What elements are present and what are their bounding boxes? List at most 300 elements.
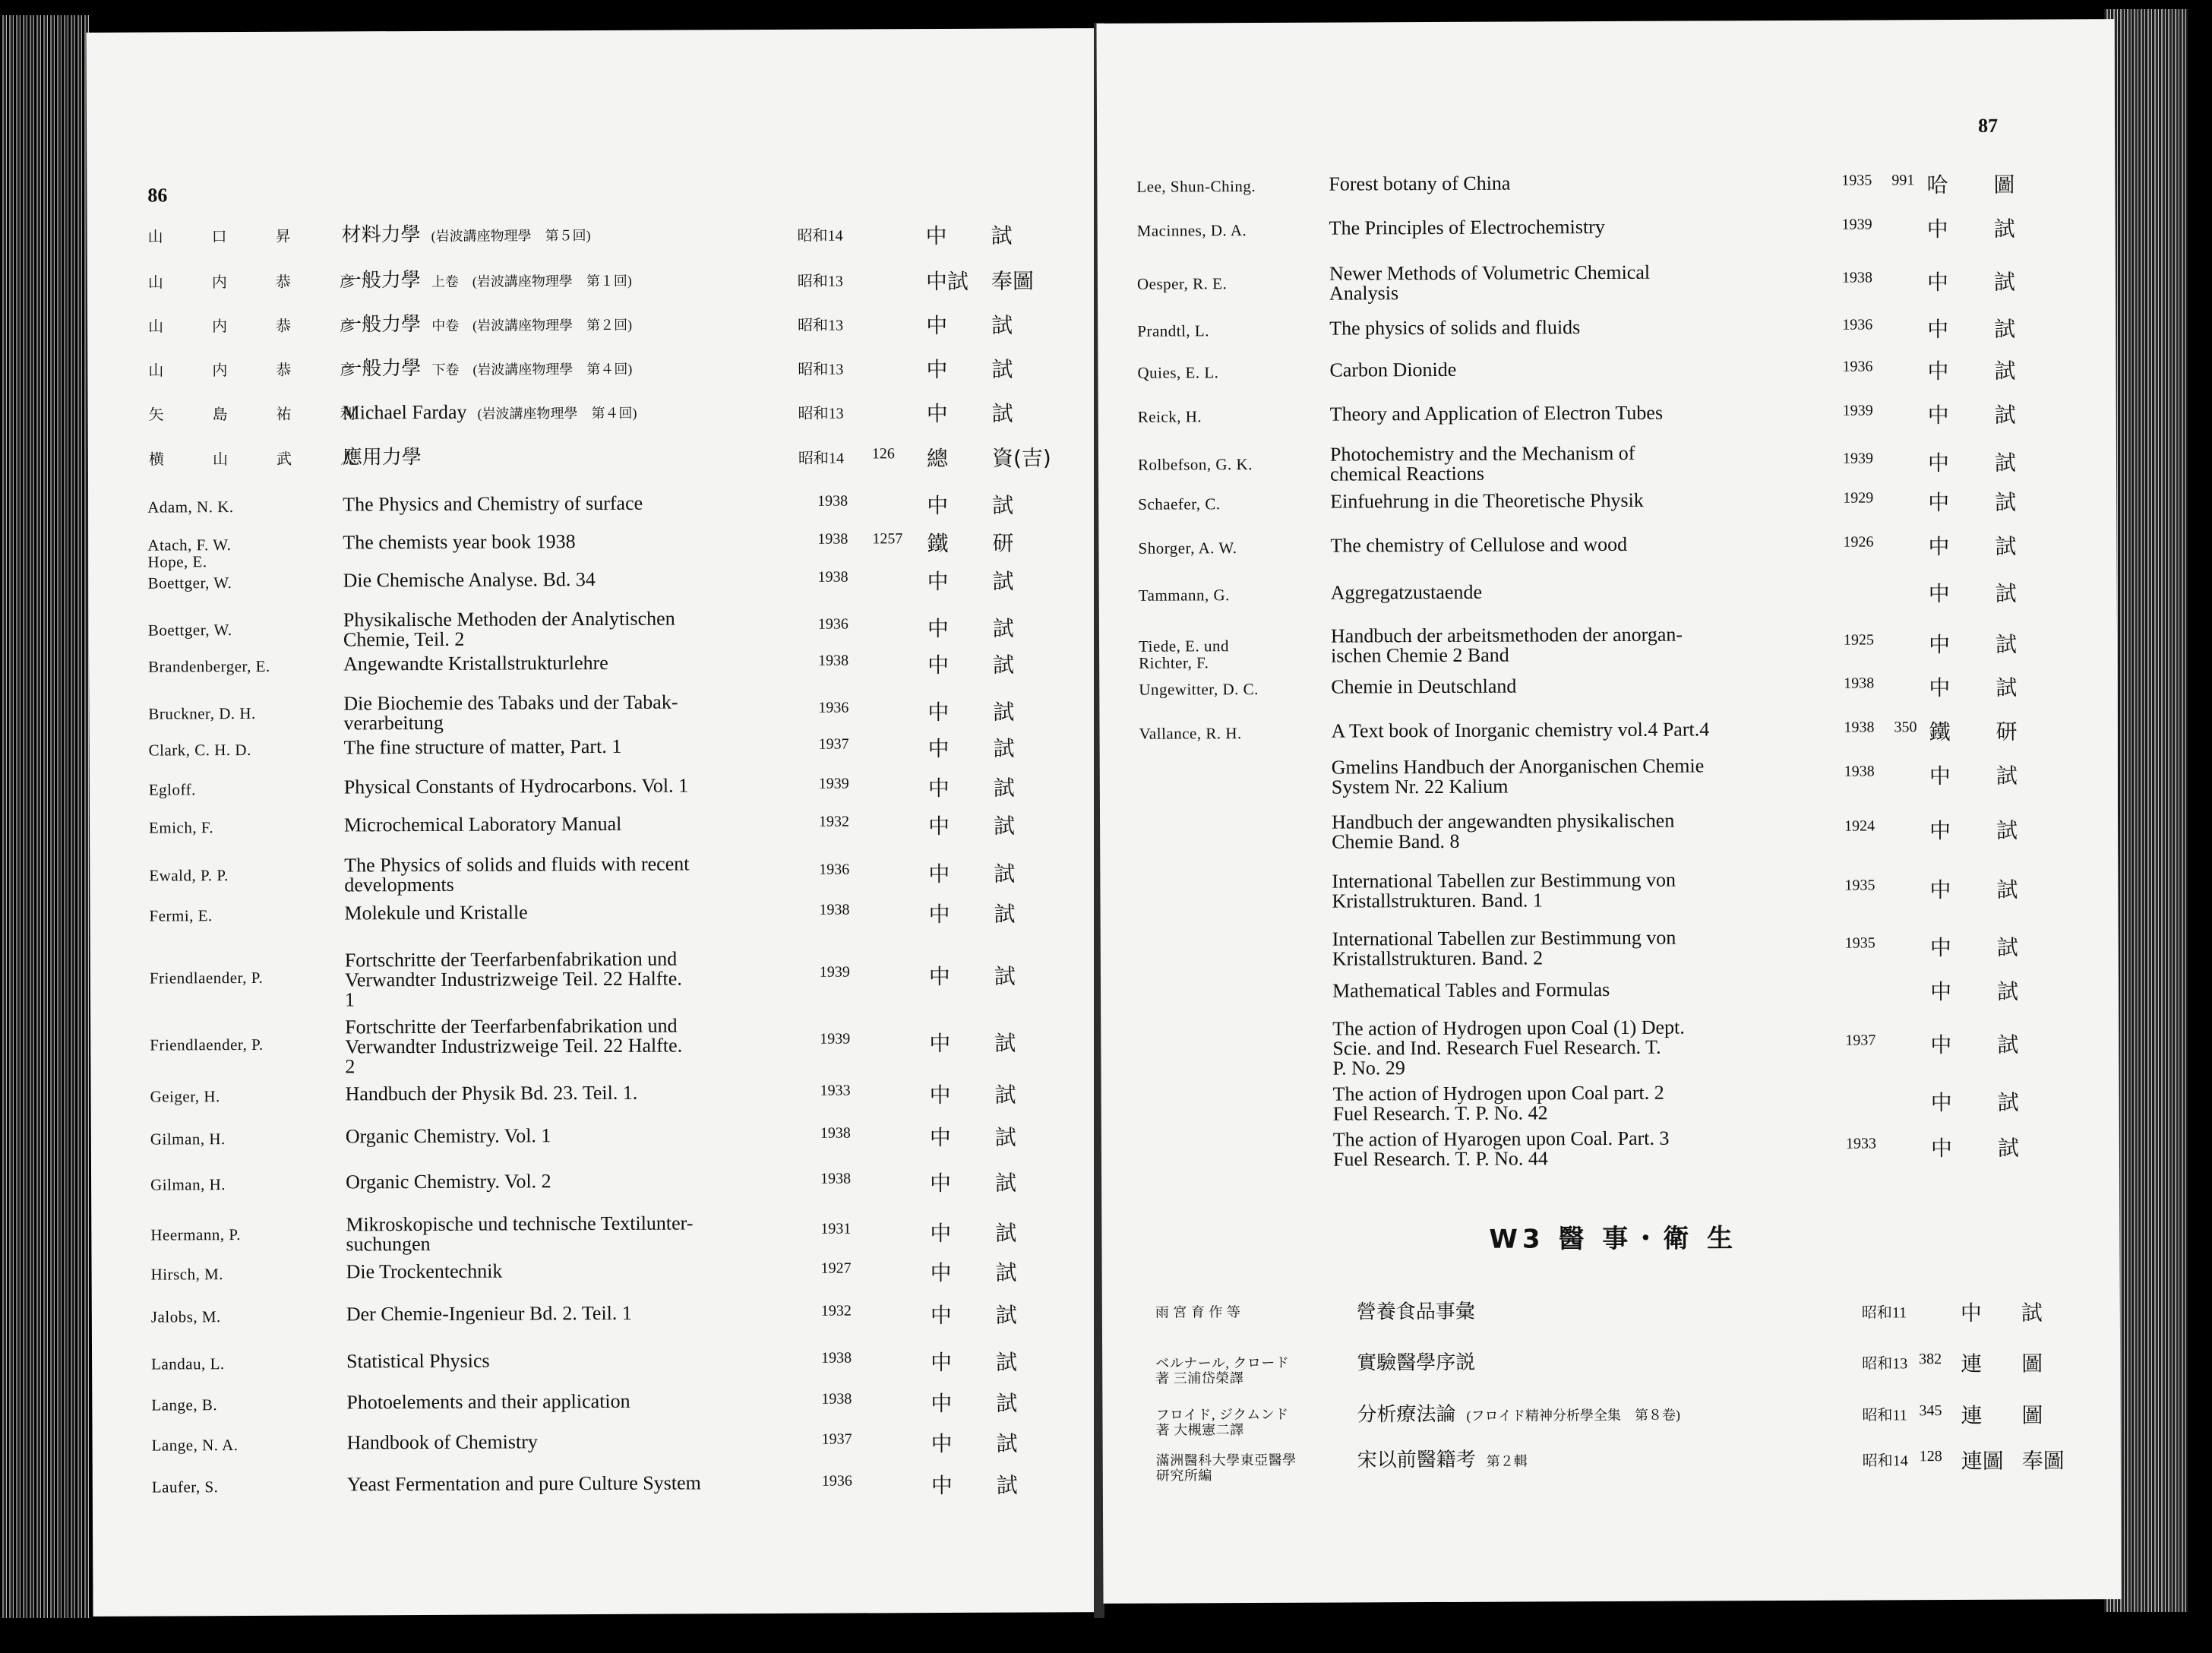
- book-entry: [90, 852, 1100, 896]
- entry-year: 昭和14: [797, 227, 843, 245]
- entry-library-code: 試: [1996, 934, 2018, 960]
- entry-title: Handbuch der angewandten physikalischen Chemie Band. 8: [1331, 809, 1675, 853]
- entry-note: (岩波講座物理學 第４回): [477, 405, 637, 422]
- entry-library: 中: [929, 1124, 951, 1151]
- entry-library: 中: [1929, 818, 1951, 844]
- entry-year: 1939: [820, 1030, 851, 1048]
- entry-author: Shorger, A. W.: [1138, 539, 1237, 558]
- book-entry: [89, 607, 1099, 651]
- entry-year: 1931: [820, 1220, 852, 1237]
- entry-library: 中: [931, 1390, 953, 1417]
- entry-library-code: 圖: [2021, 1402, 2043, 1428]
- entry-author: Schaefer, C.: [1138, 495, 1221, 514]
- book-entry: [88, 400, 1098, 427]
- entry-year: 昭和11: [1862, 1407, 1907, 1424]
- entry-author: Quies, E. L.: [1137, 363, 1219, 382]
- entry-title: Der Chemie-Ingenieur Bd. 2. Teil. 1: [346, 1301, 632, 1326]
- entry-author: Prandtl, L.: [1137, 321, 1210, 340]
- entry-library: 中: [927, 615, 949, 642]
- entry-number: 382: [1919, 1351, 1942, 1368]
- entry-library: 中: [1927, 317, 1949, 343]
- entry-library-code: 試: [1996, 763, 2018, 789]
- entry-note: (フロイド精神分析學全集 第８卷): [1466, 1407, 1680, 1424]
- book-entry: [1099, 580, 2117, 607]
- section-heading: W3 醫 事・衛 生: [1489, 1223, 1738, 1255]
- entry-title: A Text book of Inorganic chemistry vol.4 Part.4: [1331, 718, 1710, 742]
- entry-title: 一般力學 下卷 (岩波講座物理學 第４回): [342, 356, 633, 380]
- entry-library-code: 試: [1995, 533, 2017, 559]
- entry-library: 中: [928, 901, 950, 928]
- book-entry: [1097, 171, 2115, 198]
- entry-title: Mikroskopische und technische Textilunter- suchungen: [346, 1212, 694, 1256]
- entry-year: 1937: [1845, 1032, 1876, 1049]
- entry-library: 中: [930, 1302, 952, 1329]
- entry-year: 昭和13: [798, 405, 844, 422]
- entry-title: The Physics of solids and fluids with recent developments: [344, 852, 690, 896]
- entry-library-code: 試: [2021, 1300, 2043, 1326]
- entry-library-code: 試: [993, 775, 1015, 801]
- entry-author: 山 口 昇: [147, 228, 308, 246]
- entry-title: Theory and Application of Electron Tubes: [1329, 401, 1664, 425]
- entry-library-code: 試: [992, 492, 1014, 518]
- book-entry: [1098, 441, 2116, 485]
- entry-year: 1925: [1843, 631, 1875, 649]
- entry-library: 中: [931, 1430, 953, 1457]
- entry-library-code: 試: [992, 615, 1014, 641]
- entry-library: 中: [1930, 1032, 1952, 1058]
- entry-library: 中: [1930, 1136, 1953, 1162]
- entry-title: Carbon Dionide: [1329, 358, 1457, 381]
- book-entry: [1101, 926, 2119, 970]
- entry-library: 中: [925, 223, 947, 249]
- entry-library: 中: [927, 775, 950, 801]
- entry-title: Statistical Physics: [346, 1349, 490, 1373]
- entry-year: 1936: [1842, 358, 1873, 375]
- entry-year: 1933: [820, 1082, 851, 1099]
- entry-library-code: 資(吉): [991, 445, 1051, 471]
- entry-library-code: 試: [1996, 877, 2018, 902]
- entry-author: Adam, N. K.: [147, 498, 234, 517]
- entry-year: 1932: [818, 813, 850, 830]
- book-entry: [87, 267, 1098, 295]
- entry-title: Gmelins Handbuch der Anorganischen Chemie System Nr. 22 Kalium: [1331, 754, 1705, 798]
- entry-library-code: 圖: [2021, 1351, 2043, 1376]
- entry-author: 矢 島 祐 利: [148, 406, 372, 424]
- entry-note: 上卷 (岩波講座物理學 第１回): [431, 273, 632, 289]
- book-entry: [87, 222, 1098, 249]
- entry-library-code: 試: [1993, 269, 2016, 295]
- entry-library-code: 試: [994, 861, 1016, 887]
- entry-library: 中: [927, 652, 950, 678]
- entry-library-code: 試: [1996, 675, 2018, 700]
- entry-title: The chemists year book 1938: [343, 530, 576, 554]
- entry-author: Egloff.: [148, 780, 196, 799]
- entry-library-code: 試: [993, 699, 1015, 725]
- entry-title: Mathematical Tables and Formulas: [1332, 978, 1610, 1002]
- entry-year: 1936: [817, 615, 848, 633]
- entry-library: 連: [1961, 1351, 1983, 1376]
- entry-year: 1924: [1844, 817, 1875, 835]
- entry-year: 1936: [818, 699, 849, 716]
- entry-author: Ungewitter, D. C.: [1139, 680, 1259, 699]
- entry-library-code: 試: [996, 1390, 1018, 1416]
- book-entry: [1102, 1350, 2120, 1386]
- entry-library-code: 試: [991, 223, 1013, 248]
- book-entry: [1100, 809, 2118, 853]
- entry-year: 1939: [818, 775, 849, 792]
- book-entry: [1102, 1299, 2120, 1326]
- book-entry: [1098, 261, 2116, 305]
- entry-title: Yeast Fermentation and pure Culture System: [346, 1471, 701, 1496]
- entry-library: 連圖: [1961, 1448, 2004, 1474]
- entry-library: 中: [1929, 935, 1951, 961]
- entry-library-code: 試: [995, 1220, 1017, 1246]
- entry-library-code: 研: [1996, 719, 2018, 744]
- book-entry: [1098, 357, 2116, 384]
- entry-title: The Principles of Electrochemistry: [1329, 216, 1605, 239]
- entry-library-code: 試: [1997, 1089, 2019, 1115]
- entry-library: 中: [926, 356, 948, 383]
- entry-year: 1937: [821, 1430, 852, 1448]
- entry-title: 宋以前醫籍考 第２輯: [1357, 1448, 1528, 1471]
- entry-library-code: 試: [994, 963, 1016, 989]
- entry-library-code: 試: [995, 1170, 1017, 1196]
- entry-library: 中: [1929, 877, 1951, 903]
- page-number-right: 87: [1978, 114, 1999, 137]
- entry-year: 1935: [1844, 934, 1875, 952]
- entry-library-code: 試: [1997, 1135, 2020, 1161]
- entry-author: Gilman, H.: [150, 1175, 226, 1194]
- entry-title: Chemie in Deutschland: [1331, 675, 1517, 698]
- entry-year: 1927: [820, 1260, 852, 1277]
- entry-library-code: 試: [1995, 489, 2017, 515]
- entry-library: 中: [927, 699, 950, 725]
- book-entry: [91, 1212, 1101, 1256]
- entry-library-code: 試: [1995, 631, 2018, 657]
- entry-year: 1936: [1842, 316, 1873, 333]
- entry-title: Newer Methods of Volumetric Chemical Analysis: [1329, 261, 1651, 305]
- book-entry: [1098, 215, 2116, 242]
- entry-author: Friendlaender, P.: [150, 1035, 264, 1054]
- entry-author: Brandenberger, E.: [148, 656, 270, 676]
- entry-library: 中: [930, 1260, 952, 1286]
- book-entry: [90, 774, 1100, 801]
- entry-library: 哈: [1926, 172, 1948, 198]
- entry-title: The physics of solids and fluids: [1329, 316, 1581, 340]
- entry-number: 126: [871, 445, 895, 463]
- entry-library-code: 試: [996, 1430, 1018, 1456]
- entry-library-code: 試: [1994, 316, 2016, 342]
- entry-author: Jalobs, M.: [150, 1307, 221, 1326]
- page-edge-left: [0, 15, 90, 1618]
- book-entry: [1100, 868, 2118, 912]
- entry-author: Lee, Shun-Ching.: [1136, 177, 1256, 196]
- entry-title: Forest botany of China: [1329, 172, 1511, 195]
- book-entry: [1101, 1081, 2119, 1125]
- entry-library-code: 試: [1995, 580, 2017, 606]
- entry-library: 中: [1960, 1300, 1982, 1326]
- entry-author: Lange, B.: [151, 1395, 218, 1414]
- book-entry: [1101, 1016, 2119, 1079]
- entry-author: Rolbefson, G. K.: [1137, 455, 1253, 474]
- entry-year: 昭和13: [797, 273, 843, 290]
- entry-library-code: 試: [1994, 358, 2016, 384]
- entry-author: 山 内 恭 彦: [148, 318, 372, 336]
- entry-author: Hirsch, M.: [150, 1265, 224, 1284]
- entry-library-code: 試: [996, 1472, 1018, 1498]
- entry-author: Boettger, W.: [147, 621, 232, 640]
- entry-author: Ewald, P. P.: [149, 866, 229, 885]
- entry-library-code: 試: [994, 1082, 1016, 1108]
- entry-library-code: 圖: [1993, 172, 2015, 198]
- entry-library-code: 試: [994, 1030, 1016, 1056]
- entry-title: Aggregatzustaende: [1330, 580, 1483, 604]
- entry-year: 昭和13: [798, 317, 844, 334]
- entry-author: Lange, N. A.: [151, 1436, 239, 1455]
- entry-title: The action of Hydrogen upon Coal part. 2 Fuel Research. T. P. No. 42: [1332, 1081, 1664, 1125]
- entry-library: 中: [1929, 675, 1951, 701]
- entry-library-code: 試: [1996, 978, 2019, 1004]
- entry-title: Organic Chemistry. Vol. 1: [345, 1124, 551, 1148]
- book-entry: [1098, 401, 2116, 428]
- entry-title: Die Biochemie des Tabaks und der Tabak- verarbeitung: [343, 691, 678, 735]
- book-entry: [91, 1124, 1101, 1151]
- entry-author: Atach, F. W. Hope, E.: [147, 536, 232, 571]
- entry-library: 總: [926, 445, 949, 472]
- entry-library: 中: [1927, 450, 1950, 476]
- book-entry: [92, 1259, 1102, 1286]
- entry-year: 昭和14: [1862, 1452, 1908, 1470]
- entry-year: 1935: [1844, 877, 1875, 894]
- entry-library: 中: [927, 813, 950, 839]
- entry-note: 中卷 (岩波講座物理學 第２回): [431, 317, 633, 333]
- book-entry: [90, 1014, 1101, 1078]
- entry-library: 中: [1927, 359, 1949, 384]
- book-entry: [1098, 315, 2116, 343]
- entry-year: 昭和13: [798, 361, 844, 378]
- entry-number: 345: [1919, 1402, 1942, 1420]
- entry-library: 中: [930, 1220, 952, 1247]
- entry-title: Angewandte Kristallstrukturlehre: [343, 651, 608, 675]
- book-entry: [91, 1081, 1101, 1108]
- book-entry: [1100, 754, 2118, 798]
- book-entry: [92, 1389, 1102, 1417]
- entry-title: Microchemical Laboratory Manual: [343, 812, 622, 836]
- entry-author: Oesper, R. E.: [1136, 274, 1228, 293]
- book-entry: [1098, 533, 2116, 560]
- entry-title: Physical Constants of Hydrocarbons. Vol. 1: [343, 774, 689, 798]
- entry-library: 中: [1928, 534, 1950, 560]
- entry-year: 1935: [1841, 172, 1872, 189]
- entry-title: The fine structure of matter, Part. 1: [343, 735, 622, 759]
- entry-library-code: 試: [991, 312, 1013, 338]
- book-entry: [89, 567, 1099, 595]
- entry-library-code: 試: [996, 1349, 1018, 1375]
- entry-library: 連: [1961, 1402, 1983, 1428]
- entry-author: ベルナール, クロード 著 三浦岱榮譯: [1155, 1354, 1290, 1386]
- book-entry: [93, 1430, 1103, 1457]
- entry-title: 一般力學 上卷 (岩波講座物理學 第１回): [341, 268, 632, 292]
- entry-title: International Tabellen zur Bestimmung von Kristallstrukturen. Band. 1: [1332, 868, 1676, 912]
- entry-author: フロイド, ジクムンド 著 大槻憲二譯: [1155, 1406, 1289, 1438]
- entry-title: 實驗醫學序説: [1357, 1351, 1476, 1374]
- book-entry: [88, 529, 1098, 571]
- book-entry: [87, 311, 1098, 339]
- entry-title: Photoelements and their application: [346, 1389, 630, 1414]
- entry-library-code: 試: [1997, 1032, 2019, 1057]
- entry-library: 中: [927, 735, 950, 762]
- entry-library-code: 試: [994, 901, 1016, 927]
- entry-title: Organic Chemistry. Vol. 2: [345, 1170, 551, 1193]
- entry-library: 中試: [925, 268, 969, 295]
- book-entry: [1101, 1127, 2119, 1171]
- book-entry: [90, 735, 1100, 762]
- entry-title: Die Trockentechnik: [346, 1260, 503, 1283]
- entry-library: 中: [929, 1030, 951, 1057]
- book-entry: [89, 651, 1099, 678]
- entry-library-code: 試: [993, 652, 1015, 678]
- entry-title: The chemistry of Cellulose and wood: [1330, 533, 1628, 557]
- entry-library: 中: [1928, 490, 1950, 516]
- entry-title: 材料力學 (岩波講座物理學 第５回): [341, 223, 591, 246]
- entry-library: 中: [1926, 270, 1949, 296]
- entry-library: 中: [1928, 581, 1950, 607]
- entry-library-code: 奉圖: [991, 268, 1034, 294]
- entry-library: 中: [927, 492, 949, 519]
- book-entry: [1099, 718, 2117, 745]
- book-entry: [87, 356, 1098, 383]
- entry-year: 1938: [1844, 719, 1875, 736]
- entry-title: 一般力學 中卷 (岩波講座物理學 第２回): [342, 312, 633, 336]
- book-entry: [1103, 1447, 2121, 1484]
- entry-title: Handbook of Chemistry: [346, 1430, 538, 1454]
- entry-author: Emich, F.: [148, 818, 214, 837]
- entry-year: 1933: [1845, 1135, 1876, 1152]
- entry-title: 分析療法論 (フロイド精神分析學全集 第８卷): [1357, 1402, 1680, 1426]
- entry-library-code: 奉圖: [2021, 1448, 2065, 1474]
- book-entry: [90, 812, 1100, 839]
- entry-year: 1938: [817, 568, 848, 586]
- book-entry: [1102, 1402, 2120, 1438]
- entry-title: Michael Farday (岩波講座物理學 第４回): [342, 400, 637, 424]
- entry-note: 第２輯: [1486, 1453, 1528, 1469]
- entry-library: 中: [1928, 632, 1951, 658]
- entry-year: 1936: [821, 1472, 852, 1490]
- entry-title: Fortschritte der Teerfarbenfabrikation und Verwandter Industrizweige Teil. 22 Halfte. 2: [345, 1014, 683, 1078]
- entry-author: Boettger, W.: [147, 574, 232, 593]
- entry-year: 昭和13: [1862, 1355, 1908, 1373]
- entry-author: Bruckner, D. H.: [148, 703, 256, 723]
- entry-library-code: 試: [992, 568, 1014, 594]
- entry-title: The Physics and Chemistry of surface: [343, 491, 643, 516]
- entry-library: 中: [928, 861, 950, 887]
- entry-year: 1932: [820, 1302, 852, 1320]
- entry-year: 1939: [1842, 402, 1873, 419]
- entry-title: Handbuch der Physik Bd. 23. Teil. 1.: [345, 1081, 638, 1105]
- entry-library-code: 試: [993, 813, 1016, 839]
- entry-year: 1938: [821, 1390, 852, 1408]
- entry-author: Geiger, H.: [150, 1087, 220, 1106]
- entry-title: Einfuehrung in die Theoretische Physik: [1330, 488, 1644, 513]
- entry-author: Gilman, H.: [150, 1130, 226, 1149]
- book-entry: [92, 1348, 1102, 1376]
- entry-year: 1938: [1841, 269, 1872, 286]
- entry-year: 1938: [820, 1124, 851, 1142]
- entry-number: 128: [1919, 1448, 1942, 1465]
- left-page: [86, 28, 1103, 1617]
- right-page: [1096, 19, 2121, 1604]
- book-entry: [92, 1301, 1102, 1329]
- entry-year: 1938: [1844, 763, 1875, 780]
- entry-author: Macinnes, D. A.: [1136, 221, 1247, 240]
- entry-title: Physikalische Methoden der Analytischen Chemie, Teil. 2: [343, 607, 675, 651]
- entry-title: The action of Hydrogen upon Coal (1) Dept. Scie. and Ind. Research Fuel Research. T. P. No. 29: [1332, 1016, 1685, 1079]
- entry-author: Tiede, E. und Richter, F.: [1138, 637, 1230, 672]
- entry-author: Heermann, P.: [150, 1225, 241, 1244]
- book-entry: [90, 900, 1100, 928]
- entry-library-code: 研: [992, 530, 1014, 556]
- entry-library: 中: [931, 1472, 953, 1499]
- entry-author: Landau, L.: [151, 1354, 225, 1373]
- entry-year: 1939: [819, 963, 850, 981]
- entry-note: (岩波講座物理學 第５回): [431, 228, 591, 244]
- entry-library: 中: [927, 568, 949, 595]
- entry-author: Friendlaender, P.: [149, 968, 264, 988]
- entry-library-code: 試: [991, 356, 1013, 382]
- entry-number: 1257: [872, 530, 903, 548]
- entry-year: 1926: [1843, 533, 1874, 551]
- entry-author: Laufer, S.: [151, 1478, 219, 1497]
- entry-author: Reick, H.: [1137, 407, 1202, 426]
- entry-title: Die Chemische Analyse. Bd. 34: [343, 567, 596, 592]
- entry-library-code: 試: [1994, 450, 2017, 476]
- entry-library: 中: [1930, 1090, 1952, 1116]
- page-number-left: 86: [147, 184, 168, 207]
- entry-year: 1938: [820, 1170, 852, 1187]
- entry-library: 中: [1929, 979, 1952, 1005]
- entry-author: Clark, C. H. D.: [148, 740, 251, 760]
- entry-library: 中: [1926, 217, 1948, 242]
- entry-library: 中: [928, 963, 950, 990]
- entry-year: 1936: [819, 861, 850, 878]
- entry-year: 1938: [1844, 675, 1875, 692]
- entry-library: 鐵: [927, 530, 949, 557]
- book-entry: [1098, 488, 2116, 516]
- book-entry: [91, 1169, 1101, 1196]
- entry-title: Handbuch der arbeitsmethoden der anorgan- ischen Chemie 2 Band: [1330, 623, 1683, 667]
- entry-library-code: 試: [994, 1124, 1016, 1150]
- entry-title: 營養食品事彙: [1356, 1300, 1475, 1323]
- entry-year: 1937: [818, 735, 849, 753]
- entry-author: 雨 宮 育 作 等: [1155, 1304, 1241, 1320]
- entry-year: 昭和14: [798, 450, 844, 467]
- entry-year: 1938: [819, 901, 850, 918]
- entry-year: 1929: [1843, 489, 1874, 507]
- entry-library: 中: [929, 1082, 951, 1108]
- book-entry: [1099, 623, 2117, 672]
- entry-year: 1938: [818, 652, 849, 669]
- entry-title: Fortschritte der Teerfarbenfabrikation und Verwandter Industrizweige Teil. 22 Halfte. 1: [344, 947, 682, 1011]
- entry-library-code: 試: [1993, 216, 2015, 242]
- entry-year: 1938: [817, 530, 848, 548]
- entry-title: Photochemistry and the Mechanism of chemical Reactions: [1329, 441, 1635, 485]
- entry-number: 991: [1891, 172, 1915, 189]
- entry-author: 滿洲醫科大學東亞醫學 研究所編: [1155, 1452, 1297, 1484]
- entry-library-code: 試: [993, 735, 1015, 761]
- entry-author: 山 内 恭 彦: [148, 362, 372, 380]
- entry-library-code: 試: [995, 1260, 1017, 1285]
- entry-author: Vallance, R. H.: [1139, 724, 1242, 743]
